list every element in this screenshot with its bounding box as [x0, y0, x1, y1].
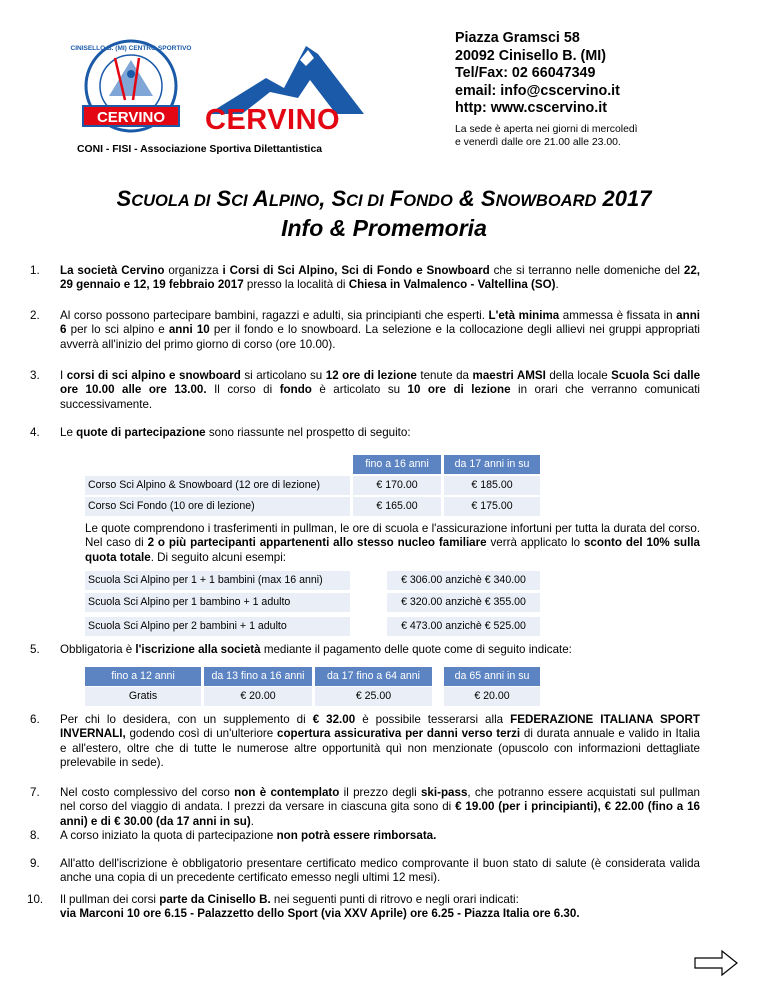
svg-text:CINISELLO B. (MI) CENTRO SPORT: CINISELLO B. (MI) CENTRO SPORTIVO: [70, 45, 192, 52]
list-item-10: 10. Il pullman dei corsi parte da Cinisello B. nei seguenti punti di ritrovo e negli orari indicati: via Marconi 10 ore 6.15 - Palazzetto dello Sport (via XXV Aprile) ore 6.25 - Piazza Italia ore 6.30.: [27, 893, 580, 921]
address-city: 20092 Cinisello B. (MI): [455, 47, 606, 64]
price-notes: Le quote comprendono i trasferimenti in pullman, le ore di scuola e l'assicurazione infortuni per tutta la durata del corso. Nel caso di 2 o più partecipanti appartenenti allo stesso nucleo familiare verrà applicato lo sconto del 10% sulla quota totale. Di seguito alcuni esempi:: [85, 522, 701, 564]
svg-text:CERVINO: CERVINO: [96, 109, 166, 126]
price-header-under16: fino a 16 anni: [353, 455, 441, 474]
document-title: SCUOLA DI SCI ALPINO, SCI DI FONDO & SNOWBOARD 2017: [116, 186, 652, 211]
organization-line: CONI - FISI - Associazione Sportiva Dilettantistica: [77, 144, 322, 155]
opening-hours: [455, 124, 638, 149]
contact-block: [455, 30, 620, 118]
example-value: € 306.00 anzichè € 340.00: [387, 571, 540, 590]
price-row-label: Corso Sci Fondo (10 ore di lezione): [85, 497, 350, 516]
price-cell: € 170.00: [353, 476, 441, 495]
opening-hours-line: e venerdì dalle ore 21.00 alle 23.00.: [455, 136, 621, 148]
right-arrow-icon[interactable]: [694, 950, 738, 976]
list-item-1: 1. La società Cervino organizza i Corsi di Sci Alpino, Sci di Fondo e Snowboard che si terranno nelle domeniche del 22, 29 gennaio e 12, 19 febbraio 2017 presso la località di Chiesa in Valmalenco - Valtellina (SO).: [30, 264, 700, 292]
email-address[interactable]: email: info@cscervino.it: [455, 82, 620, 99]
list-item-8: 8. A corso iniziato la quota di partecipazione non potrà essere rimborsata.: [30, 829, 437, 842]
membership-fee: € 25.00: [315, 687, 432, 706]
membership-header: fino a 12 anni: [85, 667, 201, 686]
example-label: Scuola Sci Alpino per 1 bambino + 1 adulto: [85, 593, 350, 612]
document-subtitle: Info & Promemoria: [281, 215, 487, 241]
price-header-17plus: da 17 anni in su: [444, 455, 540, 474]
example-value: € 320.00 anzichè € 355.00: [387, 593, 540, 612]
example-label: Scuola Sci Alpino per 1 + 1 bambini (max 16 anni): [85, 571, 350, 590]
phone-fax: Tel/Fax: 02 66047349: [455, 65, 596, 81]
membership-fee: € 20.00: [444, 687, 540, 706]
example-label: Scuola Sci Alpino per 2 bambini + 1 adulto: [85, 617, 350, 636]
list-item-5: 5. Obbligatoria è l'iscrizione alla società mediante il pagamento delle quote come di seguito indicate:: [30, 643, 572, 656]
club-round-logo: [70, 38, 192, 140]
list-item-4: 4. Le quote di partecipazione sono riassunte nel prospetto di seguito:: [30, 426, 411, 439]
address-street: Piazza Gramsci 58: [455, 30, 580, 46]
letterhead: [0, 0, 768, 170]
membership-header: da 13 fino a 16 anni: [204, 667, 312, 686]
list-item-9: 9. All'atto dell'iscrizione è obbligatorio presentare certificato medico comprovante il buon stato di salute (è considerata valida anche una copia di un precedente certificato emesso negli ultimi 12 mesi).: [30, 857, 700, 885]
list-item-2: 2. Al corso possono partecipare bambini, ragazzi e adulti, sia principianti che esperti. L'età minima ammessa è fissata in anni 6 per lo sci alpino e anni 10 per il fondo e lo snowboard. La selezione e la collocazione degli allievi nei gruppi appropriati avverrà all'inizio del primo giorno di corso (ore 10.00).: [30, 309, 701, 351]
price-cell: € 165.00: [353, 497, 441, 516]
opening-hours-line: La sede è aperta nei giorni di mercoledì: [455, 124, 638, 135]
membership-fee: Gratis: [85, 687, 201, 706]
membership-fee: € 20.00: [204, 687, 312, 706]
brand-wordmark: CERVINO: [205, 104, 341, 136]
price-cell: € 175.00: [444, 497, 540, 516]
membership-header: da 65 anni in su: [444, 667, 540, 686]
list-item-7: 7. Nel costo complessivo del corso non è contemplato il prezzo degli ski-pass, che potranno essere acquistati sul pullman nel corso del viaggio di andata. I prezzi da versare in ciascuna gita sono di € 19.00 (per i principianti), € 22.00 (fino a 16 anni) e di € 30.00 (da 17 anni in su).: [30, 786, 701, 828]
list-item-3: 3. I corsi di sci alpino e snowboard si articolano su 12 ore di lezione tenute da maestri AMSI della locale Scuola Sci dalle ore 10.00 alle ore 13.00. Il corso di fondo è articolato su 10 ore di lezione in orari che verranno comunicati successivamente.: [30, 369, 701, 411]
list-item-6: 6. Per chi lo desidera, con un supplemento di € 32.00 è possibile tesserarsi alla FEDERAZIONE ITALIANA SPORT INVERNALI, godendo così di un'ulteriore copertura assicurativa per danni verso terzi di durata annuale e valido in Italia e all'estero, oltre che di tutte le numerose altre opportunità quì non menzionate (opuscolo con informazioni dettagliate prelevabile in sede).: [30, 713, 700, 769]
example-value: € 473.00 anzichè € 525.00: [387, 617, 540, 636]
price-cell: € 185.00: [444, 476, 540, 495]
website-address[interactable]: http: www.cscervino.it: [455, 100, 607, 116]
price-row-label: Corso Sci Alpino & Snowboard (12 ore di lezione): [85, 476, 350, 495]
membership-header: da 17 fino a 64 anni: [315, 667, 432, 686]
